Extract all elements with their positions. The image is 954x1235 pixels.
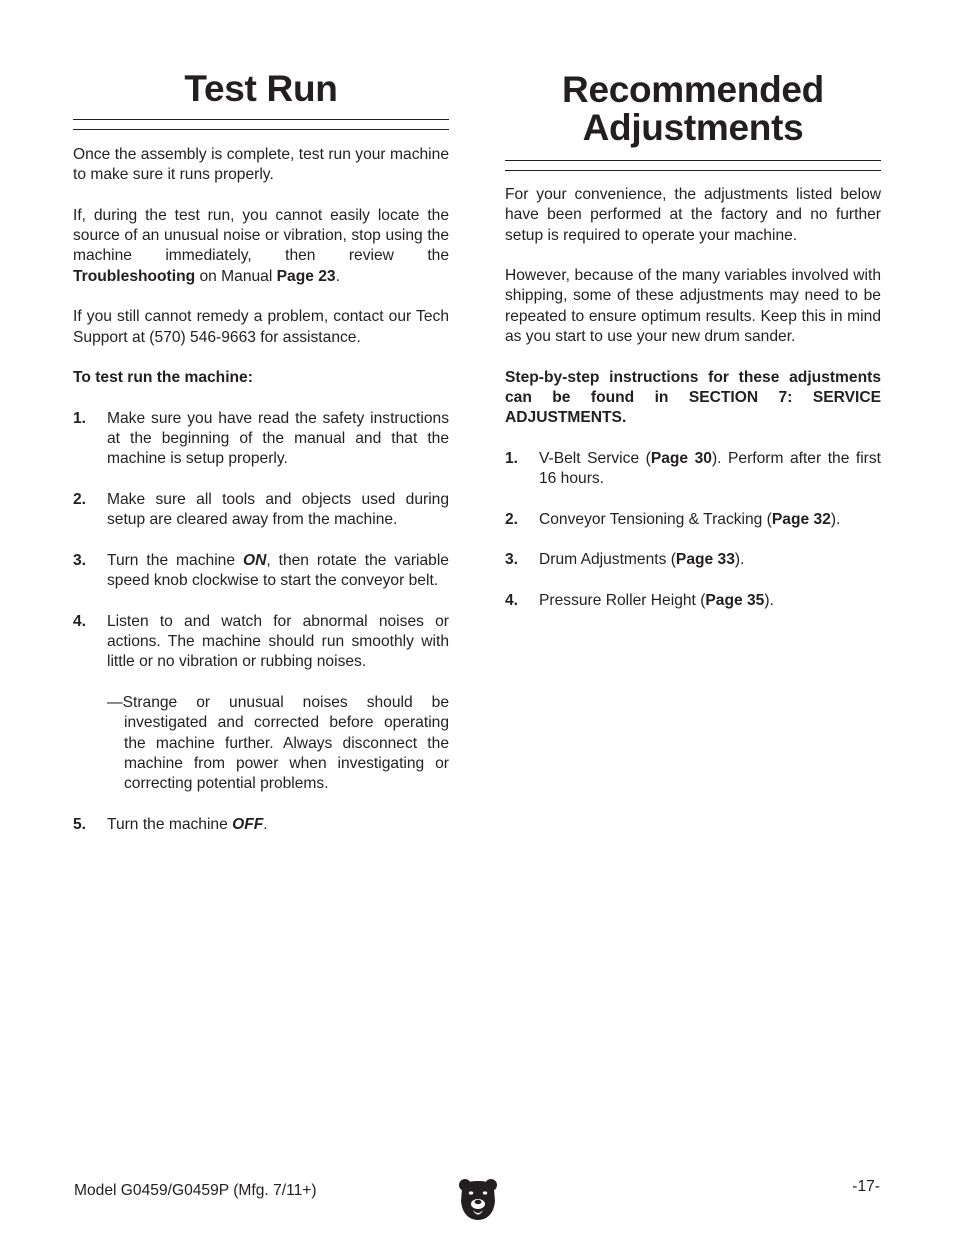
procedure-heading: To test run the machine:	[73, 369, 253, 387]
title-rule-bottom	[73, 129, 449, 130]
step-text: Listen to and watch for abnormal noises or actions. The machine should run smoothly with little or no vibration or rubbing noises.	[107, 612, 449, 671]
adjustment-item	[505, 550, 881, 570]
section-title-recommended-adjustments: Recommended Adjustments	[562, 69, 824, 148]
emphasis-on: ON	[242, 551, 267, 569]
item-number: 1.	[505, 449, 519, 467]
step-text: Make sure you have read the safety instructions at the beginning of the manual and that the machine is setup properly.	[107, 409, 449, 468]
convenience-paragraph: For your convenience, the adjustments listed below have been performed at the factory and no further setup is required to operate your machine.	[505, 186, 881, 244]
page-reference: Page 33	[675, 551, 735, 569]
step-item	[73, 409, 449, 470]
step-number: 4.	[73, 612, 87, 630]
tech-support-paragraph: If you still cannot remedy a problem, contact our Tech Support at (570) 546-9663 for assistance.	[73, 308, 449, 346]
test-run-body	[73, 145, 449, 855]
adjustment-item	[505, 591, 881, 611]
troubleshooting-paragraph: If, during the test run, you cannot easily locate the source of an unusual noise or vibration, stop using the machine immediately, then review the Troubleshooting on Manual Page 23.	[73, 206, 449, 285]
section-title-test-run: Test Run	[184, 68, 338, 109]
step-number: 3.	[73, 551, 87, 569]
emphasis-off: OFF	[232, 815, 264, 833]
item-number: 4.	[505, 591, 519, 609]
step-number: 1.	[73, 409, 87, 427]
item-text: Conveyor Tensioning & Tracking (Page 32).	[539, 510, 841, 528]
item-text: Drum Adjustments (Page 33).	[539, 551, 745, 569]
step-text: Turn the machine OFF.	[107, 815, 268, 833]
step-number: 5.	[73, 815, 87, 833]
step-note: —Strange or unusual noises should be investigated and corrected before operating the machine further. Always disconnect the machine from power when investigating or correcting potential problems.	[107, 694, 449, 793]
step-text: Turn the machine ON, then rotate the variable speed knob clockwise to start the conveyor belt.	[107, 551, 449, 590]
adjustment-item	[505, 510, 881, 530]
page-reference: Page 30	[650, 449, 712, 467]
title-rule-top	[73, 119, 449, 120]
title-rule-top	[505, 160, 881, 161]
step-number: 2.	[73, 491, 87, 509]
footer-model-text: Model G0459/G0459P (Mfg. 7/11+)	[74, 1182, 317, 1199]
step-item	[73, 551, 449, 592]
troubleshooting-reference: Troubleshooting	[73, 267, 196, 285]
shipping-paragraph: However, because of the many variables involved with shipping, some of these adjustments may need to be repeated to ensure optimum results. Keep this in mind as you start to use your new drum sander.	[505, 267, 881, 346]
adjustments-body	[505, 185, 881, 632]
step-item	[73, 815, 449, 835]
page-reference: Page 35	[705, 591, 765, 609]
adjustment-item	[505, 449, 881, 490]
item-text: Pressure Roller Height (Page 35).	[539, 591, 774, 609]
item-number: 3.	[505, 551, 519, 569]
section-reference-paragraph: Step-by-step instructions for these adjustments can be found in SECTION 7: SERVICE ADJUSTMENTS.	[505, 368, 881, 427]
step-item	[73, 490, 449, 531]
page-reference: Page 23	[276, 267, 336, 285]
footer-page-number: -17-	[852, 1178, 880, 1195]
bear-head-logo-icon	[458, 1177, 498, 1222]
step-item	[73, 612, 449, 673]
page-reference: Page 32	[771, 510, 831, 528]
title-rule-bottom	[505, 170, 881, 171]
intro-paragraph: Once the assembly is complete, test run your machine to make sure it runs properly.	[73, 146, 449, 184]
item-number: 2.	[505, 510, 519, 528]
item-text: V-Belt Service (Page 30). Perform after the first 16 hours.	[539, 449, 881, 488]
step-text: Make sure all tools and objects used during setup are cleared away from the machine.	[107, 491, 449, 529]
